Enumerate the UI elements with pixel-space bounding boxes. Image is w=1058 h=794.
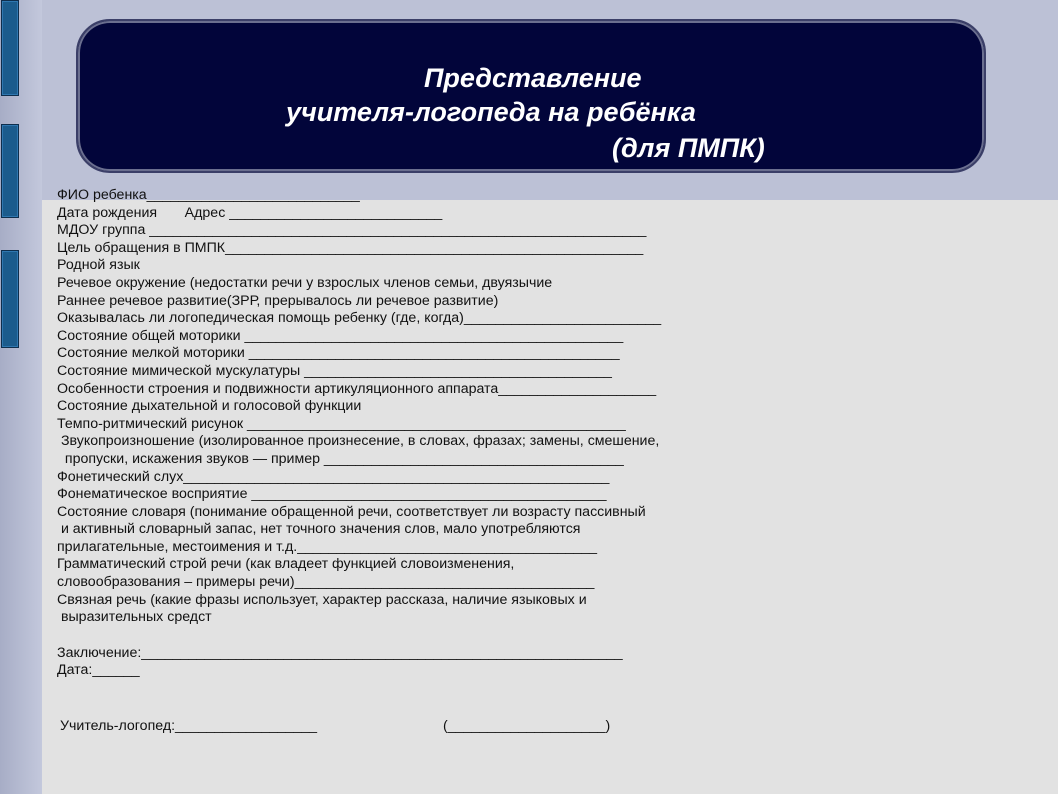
signature-name-line: (____________________) — [443, 718, 611, 734]
form-row: Цель обращения в ПМПК_____________________________________________________ — [57, 239, 644, 256]
form-row: Раннее речевое развитие(ЗРР, прерывалось ли речевое развитие) — [57, 292, 499, 309]
form-row: Состояние дыхательной и голосовой функции — [57, 398, 362, 415]
form-body — [57, 187, 757, 680]
form-row: Состояние мимической мускулатуры _______________________________________ — [57, 362, 612, 379]
form-row: Родной язык — [57, 257, 140, 274]
form-row: Фонетический слух______________________________________________________ — [57, 468, 610, 485]
form-row: Темпо-ритмический рисунок ________________________________________________ — [57, 415, 626, 432]
title-box — [76, 19, 986, 173]
signature-line: Учитель-логопед:__________________ — [60, 718, 318, 734]
form-row: Грамматический строй речи (как владеет функцией словоизменения, — [57, 556, 515, 573]
date-row: Дата:______ — [57, 662, 140, 679]
title-line-3: (для ПМПК) — [612, 133, 765, 163]
form-row: Особенности строения и подвижности артикуляционного аппарата____________________ — [57, 380, 657, 397]
form-row: МДОУ группа _______________________________________________________________ — [57, 222, 647, 239]
form-row: пропуски, искажения звуков — пример ______________________________________ — [57, 450, 624, 467]
decorative-tab — [1, 250, 19, 348]
title-line-2: учителя-логопеда на ребёнка — [286, 97, 696, 127]
form-row: выразительных средст — [57, 609, 212, 626]
form-row: Состояние мелкой моторики _______________________________________________ — [57, 345, 620, 362]
form-row: Речевое окружение (недостатки речи у взрослых членов семьи, двуязычие — [57, 274, 553, 291]
form-row: Состояние словаря (понимание обращенной речи, соответствует ли возрасту пассивный — [57, 503, 646, 520]
form-row: и активный словарный запас, нет точного значения слов, мало употребляются — [57, 521, 581, 538]
title-line-1: Представление — [424, 63, 642, 93]
form-row: Дата рождения Адрес ___________________________ — [57, 204, 443, 221]
form-row: Оказывалась ли логопедическая помощь ребенку (где, когда)_________________________ — [57, 310, 662, 327]
form-row: Связная речь (какие фразы использует, характер рассказа, наличие языковых и — [57, 591, 587, 608]
decorative-tab — [1, 124, 19, 218]
form-row: ФИО ребенка___________________________ — [57, 187, 360, 203]
form-row: Фонематическое восприятие _____________________________________________ — [57, 486, 607, 503]
form-row: словообразования – примеры речи)______________________________________ — [57, 574, 595, 591]
decorative-tab — [1, 0, 19, 96]
conclusion-row: Заключение:_____________________________________________________________ — [57, 644, 623, 661]
form-row: прилагательные, местоимения и т.д.______________________________________ — [57, 538, 598, 555]
form-row: Звукопроизношение (изолированное произнесение, в словах, фразах; замены, смешение, — [57, 433, 660, 450]
form-row: Состояние общей моторики ________________________________________________ — [57, 327, 624, 344]
left-decorative-strip — [0, 0, 42, 794]
